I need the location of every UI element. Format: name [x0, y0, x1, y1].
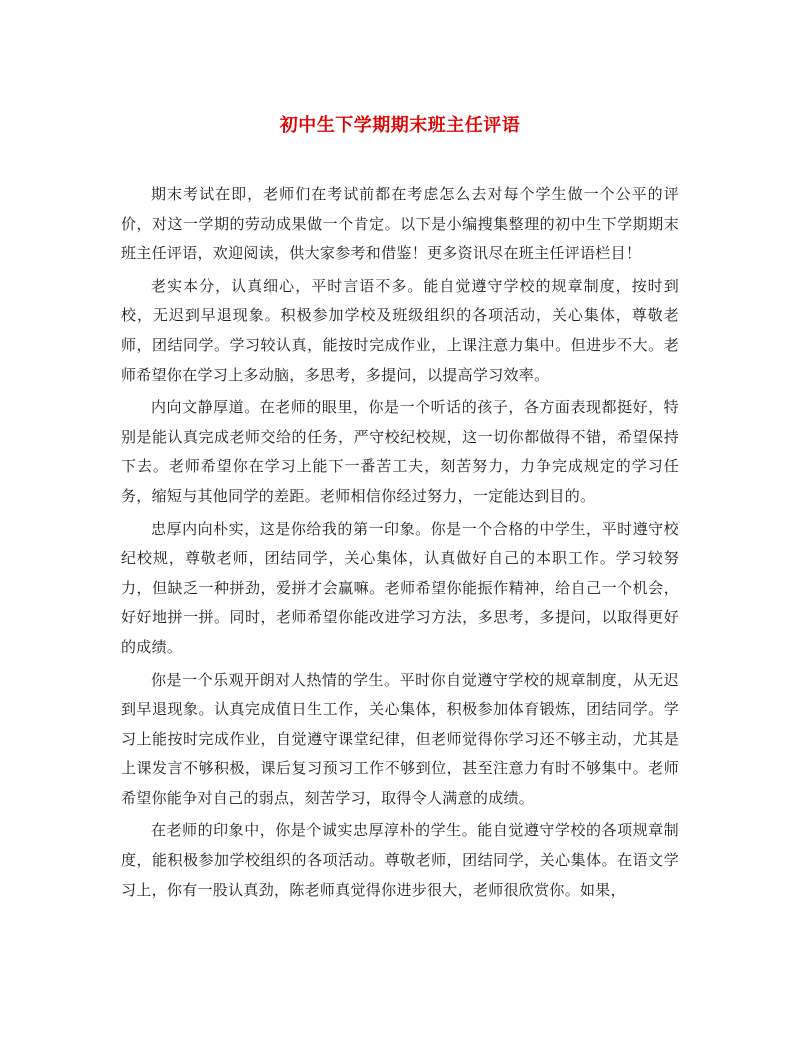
document-body	[121, 180, 679, 908]
comment-paragraph-4: 你是一个乐观开朗对人热情的学生。平时你自觉遵守学校的规章制度，从无迟到早退现象。认真完成值日生工作，关心集体，积极参加体育锻炼，团结同学。学习上能按时完成作业，自觉遵守课堂纪律，但老师觉得你学习还不够主动，尤其是上课发言不够积极，课后复习预习工作不够到位，甚至注意力有时不够集中。老师希望你能争对自己的弱点，刻苦学习，取得令人满意的成绩。	[121, 670, 679, 807]
comment-paragraph-5: 在老师的印象中，你是个诚实忠厚淳朴的学生。能自觉遵守学校的各项规章制度，能积极参加学校组织的各项活动。尊敬老师，团结同学，关心集体。在语文学习上，你有一股认真劲，陈老师真觉得你进步很大，老师很欣赏你。如果，	[121, 821, 679, 899]
intro-paragraph: 期末考试在即，老师们在考试前都在考虑怎么去对每个学生做一个公平的评价，对这一学期的劳动成果做一个肯定。以下是小编搜集整理的初中生下学期期末班主任评语，欢迎阅读，供大家参考和借鉴！更多资讯尽在班主任评语栏目！	[121, 185, 679, 263]
comment-paragraph-1: 老实本分，认真细心，平时言语不多。能自觉遵守学校的规章制度，按时到校，无迟到早退现象。积极参加学校及班级组织的各项活动，关心集体，尊敬老师，团结同学。学习较认真，能按时完成作业，上课注意力集中。但进步不大。老师希望你在学习上多动脑，多思考，多提问，以提高学习效率。	[121, 276, 679, 384]
document-title: 初中生下学期期末班主任评语	[279, 115, 521, 136]
comment-paragraph-2: 内向文静厚道。在老师的眼里，你是一个听话的孩子，各方面表现都挺好，特别是能认真完成老师交给的任务，严守校纪校规，这一切你都做得不错，希望保持下去。老师希望你在学习上能下一番苦工夫，刻苦努力，力争完成规定的学习任务，缩短与其他同学的差距。老师相信你经过努力，一定能达到目的。	[121, 398, 679, 505]
comment-paragraph-3: 忠厚内向朴实，这是你给我的第一印象。你是一个合格的中学生，平时遵守校纪校规，尊敬老师，团结同学，关心集体，认真做好自己的本职工作。学习较努力，但缺乏一种拼劲，爱拼才会赢嘛。老师希望你能振作精神，给自己一个机会，好好地拼一拼。同时，老师希望你能改进学习方法，多思考，多提问，以取得更好的成绩。	[121, 519, 679, 656]
